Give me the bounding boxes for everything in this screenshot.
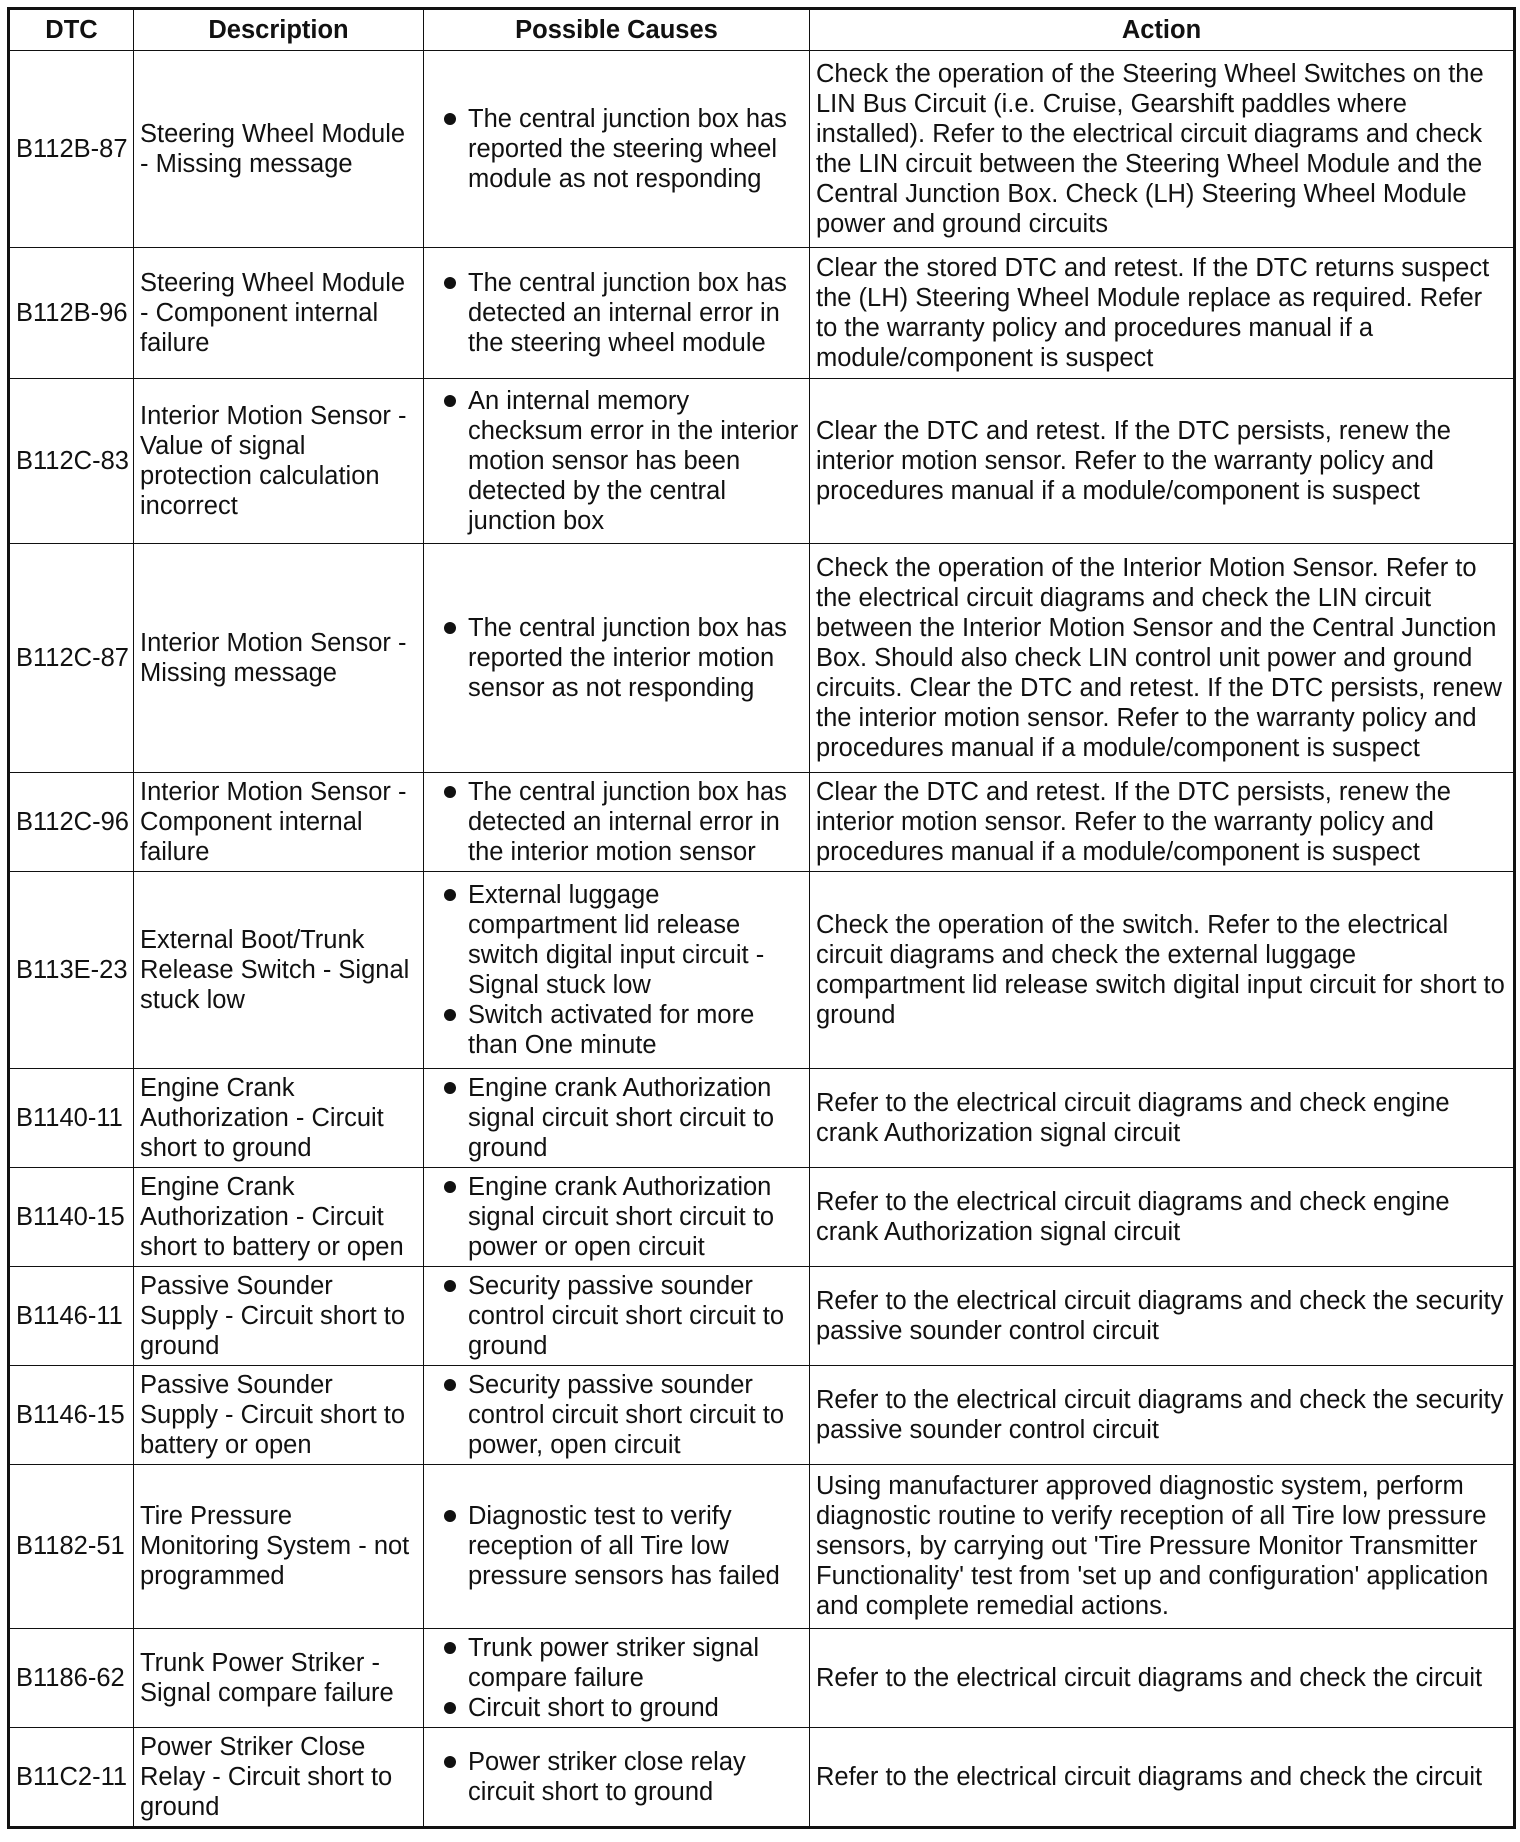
possible-causes-cell bbox=[424, 773, 810, 872]
cause-item: Circuit short to ground bbox=[430, 1693, 803, 1723]
dtc-description: Engine Crank Authorization - Circuit short to battery or open bbox=[134, 1167, 424, 1266]
dtc-code: B1146-15 bbox=[9, 1365, 134, 1464]
dtc-action: Clear the DTC and retest. If the DTC persists, renew the interior motion sensor. Refer to the warranty policy and procedures manual if a module/component is suspect bbox=[810, 773, 1515, 872]
dtc-action: Refer to the electrical circuit diagrams and check engine crank Authorization signal circuit bbox=[810, 1068, 1515, 1167]
table-row bbox=[9, 379, 1515, 543]
dtc-action: Clear the DTC and retest. If the DTC persists, renew the interior motion sensor. Refer to the warranty policy and procedures manual if a module/component is suspect bbox=[810, 379, 1515, 543]
causes-list bbox=[430, 1073, 803, 1163]
dtc-action: Check the operation of the Steering Wheel Switches on the LIN Bus Circuit (i.e. Cruise, Gearshift paddles where installed). Refer to the electrical circuit diagrams and check the LIN circuit between the Steering Wheel Module and the Central Junction Box. Check (LH) Steering Wheel Module power and ground circuits bbox=[810, 51, 1515, 248]
causes-list bbox=[430, 1633, 803, 1723]
dtc-description: Power Striker Close Relay - Circuit short to ground bbox=[134, 1727, 424, 1827]
dtc-description: Steering Wheel Module - Missing message bbox=[134, 51, 424, 248]
dtc-code: B1182-51 bbox=[9, 1464, 134, 1628]
causes-list bbox=[430, 1747, 803, 1807]
causes-list bbox=[430, 613, 803, 703]
table-row bbox=[9, 1167, 1515, 1266]
causes-list bbox=[430, 1370, 803, 1460]
cause-item: The central junction box has reported the steering wheel module as not responding bbox=[430, 104, 803, 194]
causes-list bbox=[430, 777, 803, 867]
causes-list bbox=[430, 386, 803, 536]
dtc-action: Check the operation of the Interior Motion Sensor. Refer to the electrical circuit diagrams and check the LIN circuit between the Interior Motion Sensor and the Central Junction Box. Should also check LIN control unit power and ground circuits. Clear the DTC and retest. If the DTC persists, renew the interior motion sensor. Refer to the warranty policy and procedures manual if a module/component is suspect bbox=[810, 543, 1515, 772]
header-row bbox=[9, 9, 1515, 51]
dtc-description: Passive Sounder Supply - Circuit short to battery or open bbox=[134, 1365, 424, 1464]
dtc-code: B112C-83 bbox=[9, 379, 134, 543]
possible-causes-cell bbox=[424, 379, 810, 543]
possible-causes-cell bbox=[424, 1266, 810, 1365]
dtc-action: Check the operation of the switch. Refer to the electrical circuit diagrams and check the external luggage compartment lid release switch digital input circuit for short to ground bbox=[810, 872, 1515, 1069]
dtc-action: Refer to the electrical circuit diagrams and check the circuit bbox=[810, 1727, 1515, 1827]
dtc-description: Interior Motion Sensor - Missing message bbox=[134, 543, 424, 772]
possible-causes-cell bbox=[424, 1464, 810, 1628]
dtc-description: Interior Motion Sensor - Component internal failure bbox=[134, 773, 424, 872]
causes-list bbox=[430, 1172, 803, 1262]
dtc-action: Refer to the electrical circuit diagrams and check the circuit bbox=[810, 1628, 1515, 1727]
header-dtc: DTC bbox=[9, 9, 134, 51]
dtc-code: B1140-15 bbox=[9, 1167, 134, 1266]
causes-list bbox=[430, 104, 803, 194]
header-possible-causes: Possible Causes bbox=[424, 9, 810, 51]
causes-list bbox=[430, 268, 803, 358]
table-row bbox=[9, 872, 1515, 1069]
cause-item: The central junction box has reported the interior motion sensor as not responding bbox=[430, 613, 803, 703]
table-row bbox=[9, 773, 1515, 872]
table-row bbox=[9, 51, 1515, 248]
dtc-description: Trunk Power Striker -Signal compare failure bbox=[134, 1628, 424, 1727]
dtc-table bbox=[7, 7, 1516, 1829]
possible-causes-cell bbox=[424, 1727, 810, 1827]
table-row bbox=[9, 543, 1515, 772]
cause-item: The central junction box has detected an internal error in the interior motion sensor bbox=[430, 777, 803, 867]
dtc-code: B112B-87 bbox=[9, 51, 134, 248]
table-row bbox=[9, 1628, 1515, 1727]
table-row bbox=[9, 1727, 1515, 1827]
table-row bbox=[9, 1266, 1515, 1365]
dtc-code: B112C-87 bbox=[9, 543, 134, 772]
cause-item: The central junction box has detected an internal error in the steering wheel module bbox=[430, 268, 803, 358]
dtc-action: Refer to the electrical circuit diagrams and check the security passive sounder control circuit bbox=[810, 1266, 1515, 1365]
cause-item: Trunk power striker signal compare failure bbox=[430, 1633, 803, 1693]
possible-causes-cell bbox=[424, 51, 810, 248]
possible-causes-cell bbox=[424, 1365, 810, 1464]
possible-causes-cell bbox=[424, 1628, 810, 1727]
cause-item: Switch activated for more than One minute bbox=[430, 1000, 803, 1060]
table-row bbox=[9, 1464, 1515, 1628]
dtc-description: Tire Pressure Monitoring System - not programmed bbox=[134, 1464, 424, 1628]
cause-item: Diagnostic test to verify reception of all Tire low pressure sensors has failed bbox=[430, 1501, 803, 1591]
table-row bbox=[9, 1365, 1515, 1464]
dtc-description: Passive Sounder Supply - Circuit short to ground bbox=[134, 1266, 424, 1365]
table-row bbox=[9, 247, 1515, 379]
cause-item: Engine crank Authorization signal circuit short circuit to ground bbox=[430, 1073, 803, 1163]
dtc-description: Interior Motion Sensor - Value of signal protection calculation incorrect bbox=[134, 379, 424, 543]
header-action: Action bbox=[810, 9, 1515, 51]
dtc-code: B11C2-11 bbox=[9, 1727, 134, 1827]
dtc-action: Refer to the electrical circuit diagrams and check engine crank Authorization signal circuit bbox=[810, 1167, 1515, 1266]
dtc-description: Engine Crank Authorization - Circuit short to ground bbox=[134, 1068, 424, 1167]
dtc-description: External Boot/Trunk Release Switch - Signal stuck low bbox=[134, 872, 424, 1069]
cause-item: External luggage compartment lid release switch digital input circuit - Signal stuck low bbox=[430, 880, 803, 1000]
cause-item: Security passive sounder control circuit short circuit to power, open circuit bbox=[430, 1370, 803, 1460]
dtc-code: B1146-11 bbox=[9, 1266, 134, 1365]
dtc-description: Steering Wheel Module - Component internal failure bbox=[134, 247, 424, 379]
dtc-code: B112B-96 bbox=[9, 247, 134, 379]
cause-item: An internal memory checksum error in the interior motion sensor has been detected by the central junction box bbox=[430, 386, 803, 536]
possible-causes-cell bbox=[424, 247, 810, 379]
causes-list bbox=[430, 1501, 803, 1591]
causes-list bbox=[430, 880, 803, 1060]
dtc-action: Clear the stored DTC and retest. If the DTC returns suspect the (LH) Steering Wheel Module replace as required. Refer to the warranty policy and procedures manual if a module/component is suspect bbox=[810, 247, 1515, 379]
header-description: Description bbox=[134, 9, 424, 51]
possible-causes-cell bbox=[424, 543, 810, 772]
cause-item: Power striker close relay circuit short to ground bbox=[430, 1747, 803, 1807]
dtc-action: Using manufacturer approved diagnostic system, perform diagnostic routine to verify reception of all Tire low pressure sensors, by carrying out 'Tire Pressure Monitor Transmitter Functionality' test from 'set up and configuration' application and complete remedial actions. bbox=[810, 1464, 1515, 1628]
dtc-code: B112C-96 bbox=[9, 773, 134, 872]
causes-list bbox=[430, 1271, 803, 1361]
dtc-code: B113E-23 bbox=[9, 872, 134, 1069]
cause-item: Security passive sounder control circuit short circuit to ground bbox=[430, 1271, 803, 1361]
possible-causes-cell bbox=[424, 1068, 810, 1167]
table-body bbox=[9, 51, 1515, 1828]
dtc-code: B1140-11 bbox=[9, 1068, 134, 1167]
possible-causes-cell bbox=[424, 1167, 810, 1266]
dtc-code: B1186-62 bbox=[9, 1628, 134, 1727]
possible-causes-cell bbox=[424, 872, 810, 1069]
cause-item: Engine crank Authorization signal circuit short circuit to power or open circuit bbox=[430, 1172, 803, 1262]
dtc-action: Refer to the electrical circuit diagrams and check the security passive sounder control circuit bbox=[810, 1365, 1515, 1464]
table-row bbox=[9, 1068, 1515, 1167]
